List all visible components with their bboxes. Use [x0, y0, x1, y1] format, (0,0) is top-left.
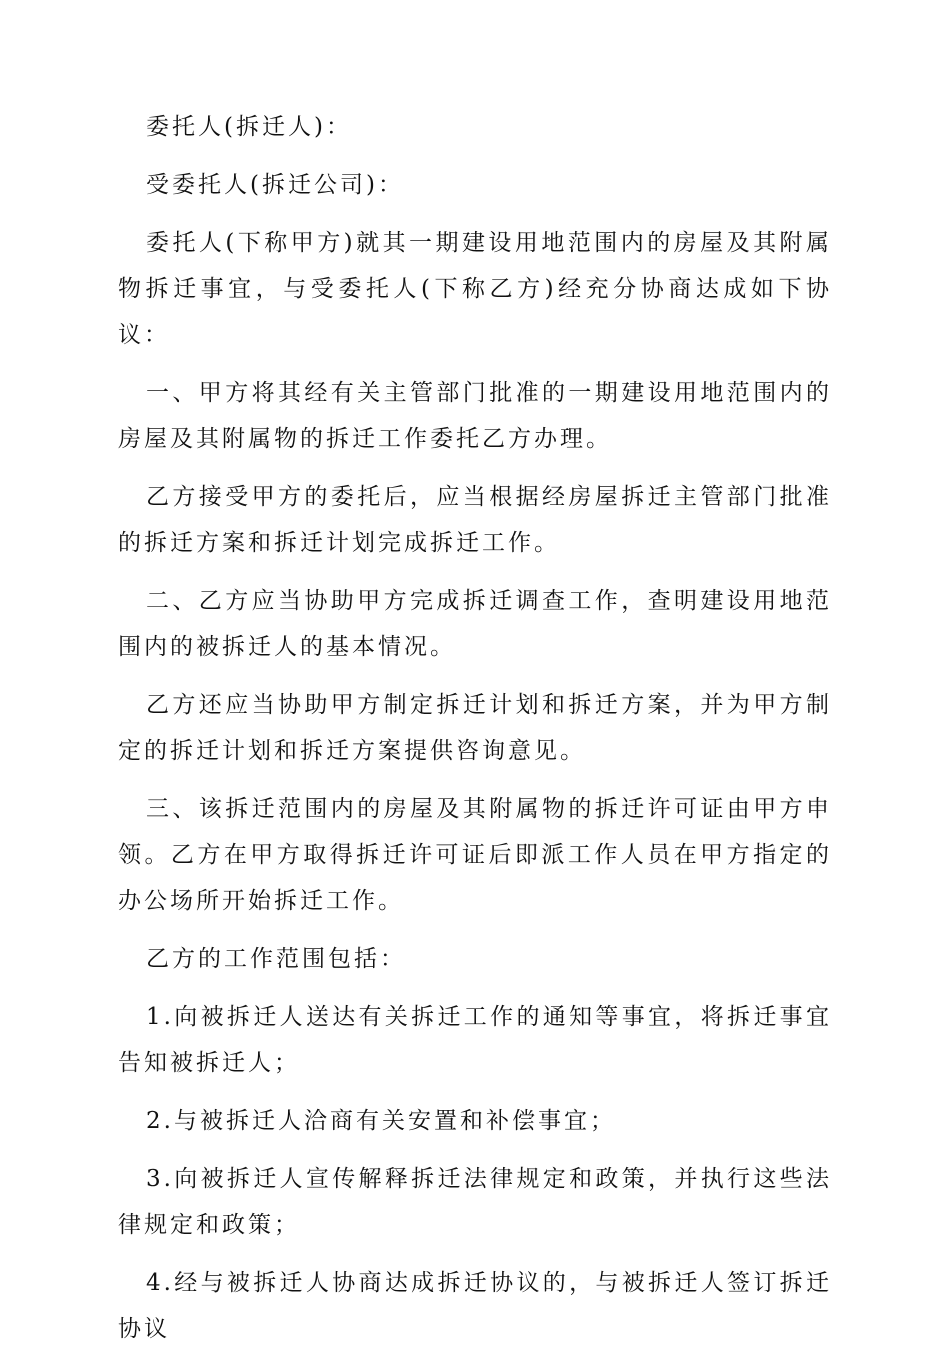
paragraph-scope-heading: 乙方的工作范围包括：: [146, 946, 406, 972]
paragraph-clause-1-detail: 乙方接受甲方的委托后，应当根据经房屋拆迁主管部门批准的拆迁方案和拆迁计划完成拆迁工作。: [118, 484, 832, 556]
paragraph-clause-2-detail: 乙方还应当协助甲方制定拆迁计划和拆迁方案，并为甲方制定的拆迁计划和拆迁方案提供咨询意见。: [118, 692, 832, 764]
paragraph-scope-item-2: 2.与被拆迁人洽商有关安置和补偿事宜；: [146, 1108, 616, 1134]
paragraph-scope-item-3: 3.向被拆迁人宣传解释拆迁法律规定和政策，并执行这些法律规定和政策；: [118, 1166, 832, 1238]
paragraph-clause-2: 二、乙方应当协助甲方完成拆迁调查工作，查明建设用地范围内的被拆迁人的基本情况。: [118, 588, 832, 660]
document-body: [118, 104, 832, 1364]
paragraph-clause-1: 一、甲方将其经有关主管部门批准的一期建设用地范围内的房屋及其附属物的拆迁工作委托乙方办理。: [118, 380, 832, 452]
paragraph-scope-item-4: 4.经与被拆迁人协商达成拆迁协议的，与被拆迁人签订拆迁协议: [118, 1270, 832, 1342]
paragraph-principal: 委托人(拆迁人)：: [146, 114, 352, 140]
paragraph-scope-item-1: 1.向被拆迁人送达有关拆迁工作的通知等事宜，将拆迁事宜告知被拆迁人；: [118, 1004, 832, 1076]
paragraph-preamble: 委托人(下称甲方)就其一期建设用地范围内的房屋及其附属物拆迁事宜，与受委托人(下称乙方)经充分协商达成如下协议：: [118, 230, 832, 348]
paragraph-clause-3: 三、该拆迁范围内的房屋及其附属物的拆迁许可证由甲方申领。乙方在甲方取得拆迁许可证后即派工作人员在甲方指定的办公场所开始拆迁工作。: [118, 796, 832, 914]
paragraph-agent: 受委托人(拆迁公司)：: [146, 172, 404, 198]
